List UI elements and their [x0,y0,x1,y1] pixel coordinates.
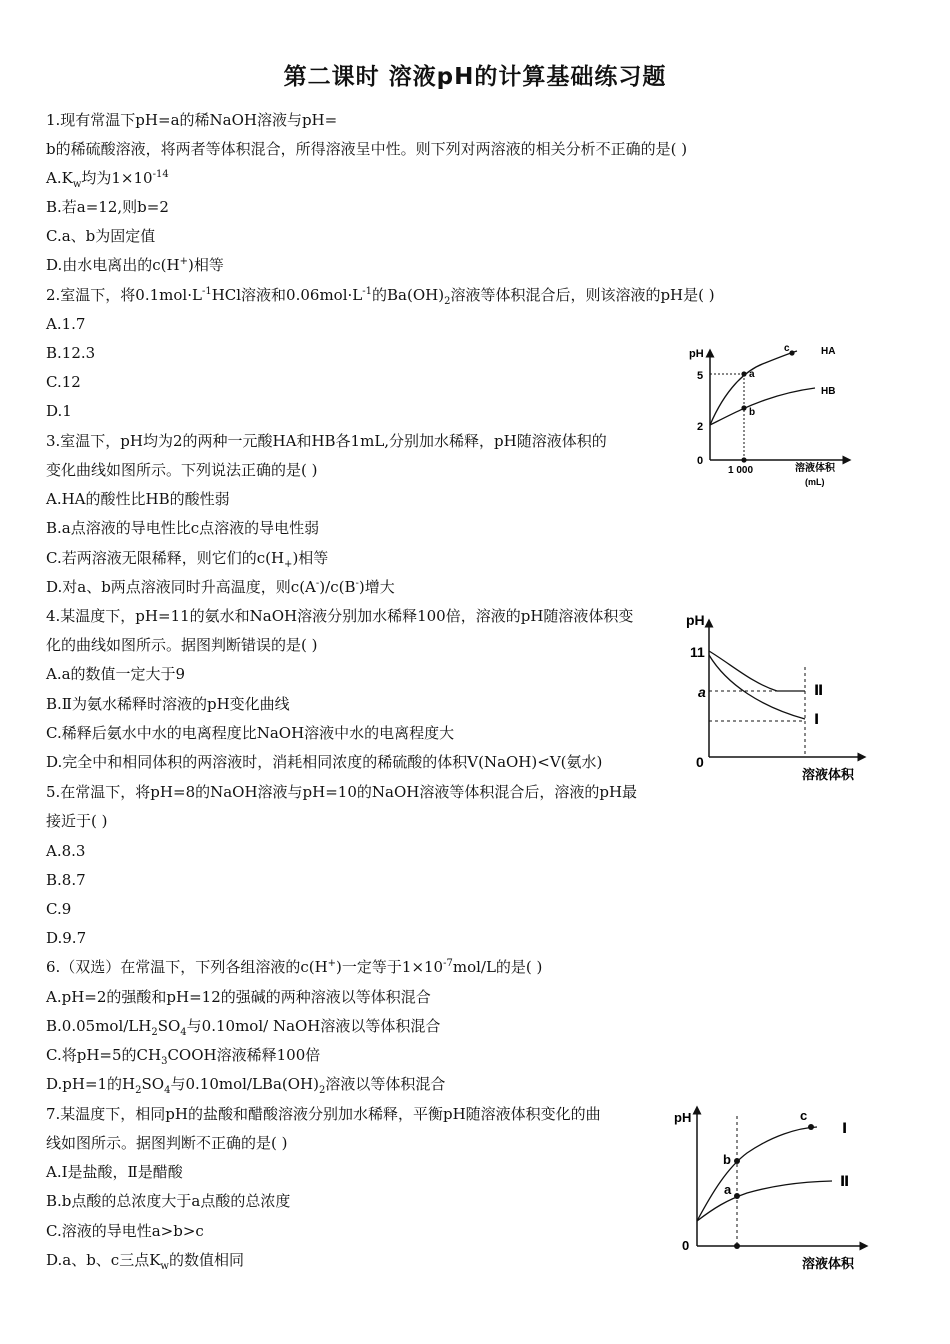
q5-option-b: B.8.7 [46,871,86,889]
q1-option-c: C.a、b为固定值 [46,227,156,245]
q4-stem: 4.某温度下，pH=11的氨水和NaOH溶液分别加水稀释100倍，溶液的pH随溶液体积变 [46,607,634,625]
q5-option-d: D.9.7 [46,929,87,947]
q2-stem: 2.室温下，将$0.1mol\cdot L^{-1}HCl$溶液和$0.06mol\cdot L^{-1}$的$Ba(OH)_2$溶液等体积混合后，则该溶液的pH是( ) [46,286,715,307]
q6-stem: 6.（双选）在常温下，下列各组溶液的c(H+)一定等于$1\times 10^{-7}mol/L$的是( ) [46,958,543,976]
page-title: 第二课时 溶液pH的计算基础练习题 [283,64,667,90]
q2-option-a: A.1.7 [46,315,86,333]
curve-ii-label: Ⅱ [840,1173,850,1189]
tick-dot [741,457,746,462]
tick-label: 11 [690,644,705,660]
curve-i-label: Ⅰ [842,1120,848,1136]
q3-figure [685,335,855,495]
tick-label: 2 [697,421,704,433]
x-axis-unit: (mL) [805,477,825,487]
point-a-label: a [724,1182,732,1197]
point-a-label: a [749,369,755,380]
curve-ha-label: HA [821,346,836,357]
q4-option-c: C.稀释后氨水中水的电离程度比NaOH溶液中水的电离程度大 [46,724,455,742]
q7-stem-cont: 线如图所示。据图判断不正确的是( ) [46,1134,288,1152]
curve-i [697,1127,817,1221]
point-c-label: c [800,1108,808,1123]
q4-stem-cont: 化的曲线如图所示。据图判断错误的是( ) [46,636,318,654]
q3-option-b: B.a点溶液的导电性比c点溶液的导电性弱 [46,519,320,537]
q4-option-d: D.完全中和相同体积的两溶液时，消耗相同浓度的稀硫酸的体积V(NaOH)<V(氨水) [46,753,603,771]
q4-option-b: B.Ⅱ为氨水稀释时溶液的pH变化曲线 [46,695,290,713]
point-c [789,350,794,355]
origin-label: 0 [696,754,704,770]
q1-option-b: B.若a=12,则b=2 [46,198,169,216]
point-a [734,1193,740,1199]
point-b-label: b [723,1152,731,1167]
tick-dot [734,1243,740,1249]
x-axis-label: 溶液体积 [802,767,855,782]
q5-option-c: C.9 [46,900,72,918]
q2-option-b: B.12.3 [46,344,96,362]
curve-i [709,655,805,719]
q6-option-c: C.将pH=5的$CH_3COOH$溶液稀释100倍 [46,1046,321,1067]
q1-option-a: $A.K_w$均为$1\times 10^{-14}$ [46,169,169,190]
curve-hb [710,388,815,425]
point-c [808,1124,814,1130]
q1-option-d: D.由水电离出的c(H+)相等 [46,256,224,274]
q5-option-a: A.8.3 [46,842,86,860]
q7-stem: 7.某温度下，相同pH的盐酸和醋酸溶液分别加水稀释，平衡pH随溶液体积变化的曲 [46,1105,601,1123]
point-a [741,371,746,376]
y-axis-label: pH [686,612,705,628]
q6-option-a: A.pH=2的强酸和pH=12的强碱的两种溶液以等体积混合 [46,988,431,1006]
origin-label: 0 [682,1238,690,1253]
q3-option-c: C.若两溶液无限稀释，则它们的$c(H_+)$相等 [46,549,329,570]
point-b-label: b [749,407,756,418]
q1-stem-cont: b的稀硫酸溶液，将两者等体积混合，所得溶液呈中性。则下列对两溶液的相关分析不正确的是( ) [46,140,688,158]
origin-label: 0 [697,455,704,467]
x-axis-label: 溶液体积 [795,463,835,474]
tick-label: 5 [697,370,704,382]
point-b [741,405,746,410]
q4-figure [682,605,872,785]
q3-option-d: D.对a、b两点溶液同时升高温度，则c(A-)/c(B-)增大 [46,578,395,596]
y-axis-label: pH [689,348,704,360]
q3-option-a: A.HA的酸性比HB的酸性弱 [46,490,230,508]
q3-stem-cont: 变化曲线如图所示。下列说法正确的是( ) [46,461,318,479]
q7-option-c: C.溶液的导电性a>b>c [46,1222,204,1240]
y-axis-label: pH [674,1110,692,1125]
curve-ii [709,651,805,691]
curve-i-label: Ⅰ [814,711,820,727]
q6-option-b: $B.0.05mol/LH_2SO_4$与0.10mol/ NaOH溶液以等体积混合 [46,1017,441,1038]
tick-label: 1 000 [728,465,754,476]
q6-option-d: D.pH=1的$H_2SO_4$与$0.10mol/LBa(OH)_2$溶液以等体积混合 [46,1075,446,1096]
q2-option-c: C.12 [46,373,81,391]
curve-hb-label: HB [821,386,836,397]
x-axis-label: 溶液体积 [802,1256,855,1271]
q7-figure [672,1098,872,1273]
q1-stem: 1.现有常温下pH=a的稀NaOH溶液与pH= [46,111,338,129]
q7-option-a: A.Ⅰ是盐酸，Ⅱ是醋酸 [46,1163,183,1181]
curve-ii-label: Ⅱ [814,682,824,698]
q4-option-a: A.a的数值一定大于9 [46,665,186,683]
q5-stem-cont: 接近于( ) [46,812,108,830]
q7-option-d: D.a、b、c三点$K_w$的数值相同 [46,1251,244,1272]
point-c-label: c [784,343,790,354]
q7-option-b: B.b点酸的总浓度大于a点酸的总浓度 [46,1192,291,1210]
point-b [734,1158,740,1164]
tick-a-label: a [698,684,706,700]
q5-stem: 5.在常温下，将pH=8的NaOH溶液与pH=10的NaOH溶液等体积混合后，溶液的pH最 [46,783,638,801]
q2-option-d: D.1 [46,402,72,420]
q3-stem: 3.室温下，pH均为2的两种一元酸HA和HB各1mL,分别加水稀释，pH随溶液体积的 [46,432,607,450]
